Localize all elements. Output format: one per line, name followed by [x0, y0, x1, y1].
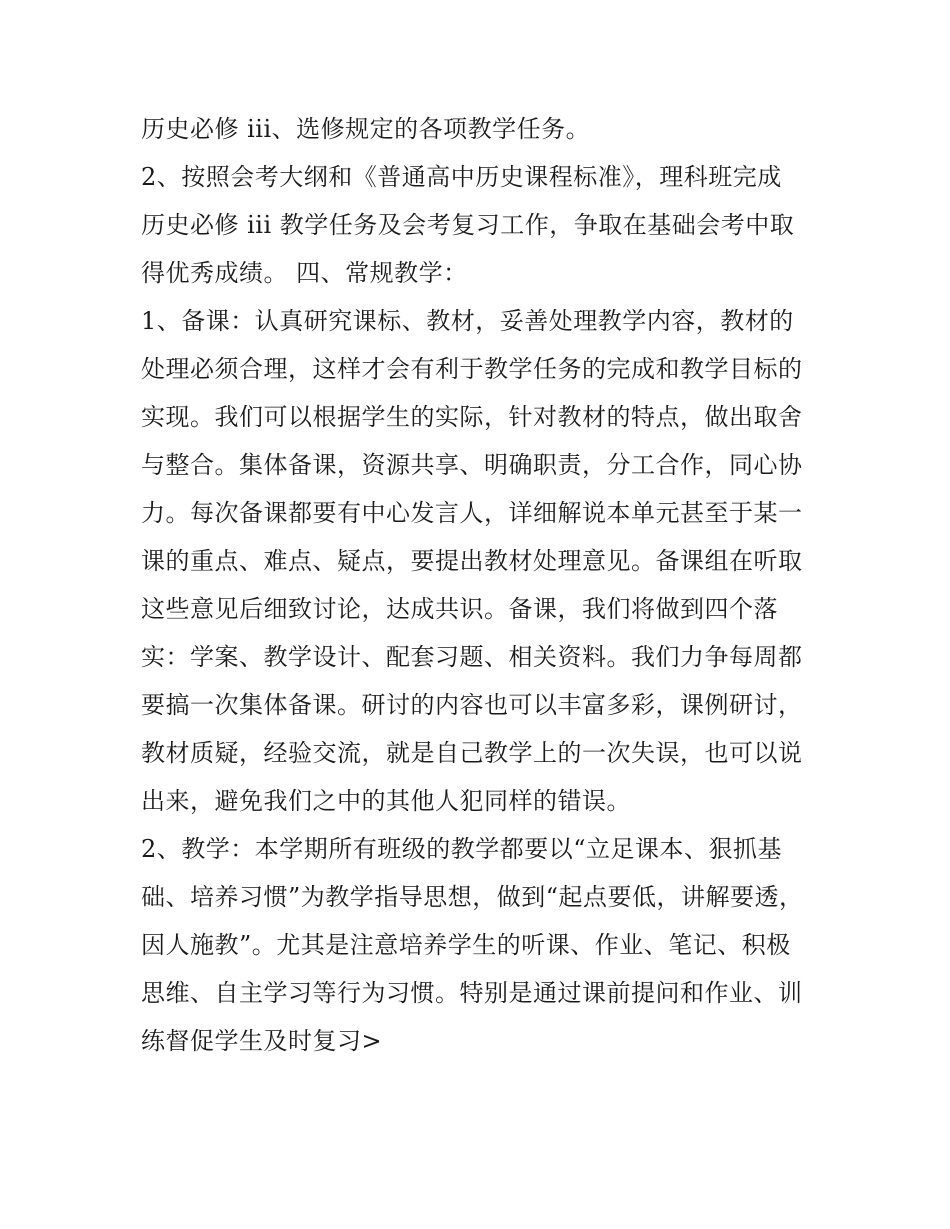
text-line: 练督促学生及时复习> — [141, 1027, 383, 1055]
text-line: 得优秀成绩。 四、常规教学： — [141, 259, 468, 287]
text-line: 教材质疑，经验交流，就是自己教学上的一次失误，也可以说 — [141, 739, 803, 767]
text-line: 2、教学：本学期所有班级的教学都要以“立足课本、狠抓基 — [141, 835, 783, 863]
text-line: 实现。我们可以根据学生的实际，针对教材的特点，做出取舍 — [141, 403, 803, 431]
text-line: 要搞一次集体备课。研讨的内容也可以丰富多彩，课例研讨， — [141, 691, 803, 719]
text-line: 1、备课：认真研究课标、教材，妥善处理教学内容，教材的 — [141, 307, 794, 335]
text-line: 思维、自主学习等行为习惯。特别是通过课前提问和作业、训 — [141, 979, 803, 1007]
text-line: 因人施教”。尤其是注意培养学生的听课、作业、笔记、积极 — [141, 931, 791, 959]
text-line: 这些意见后细致讨论，达成共识。备课，我们将做到四个落 — [141, 595, 778, 623]
text-line: 础、培养习惯”为教学指导思想，做到“起点要低，讲解要透， — [141, 883, 804, 911]
text-line: 历史必修 iii、选修规定的各项教学任务。 — [141, 115, 591, 143]
text-line: 课的重点、难点、疑点，要提出教材处理意见。备课组在听取 — [141, 547, 803, 575]
text-line: 与整合。集体备课，资源共享、明确职责，分工合作，同心协 — [141, 451, 803, 479]
document-body — [141, 105, 821, 1065]
text-line: 2、按照会考大纲和《普通高中历史课程标准》，理科班完成 — [141, 163, 782, 191]
text-line: 历史必修 iii 教学任务及会考复习工作，争取在基础会考中取 — [141, 211, 795, 239]
text-line: 出来，避免我们之中的其他人犯同样的错误。 — [141, 787, 631, 815]
text-line: 实：学案、教学设计、配套习题、相关资料。我们力争每周都 — [141, 643, 803, 671]
text-line: 力。每次备课都要有中心发言人，详细解说本单元甚至于某一 — [141, 499, 803, 527]
text-line: 处理必须合理，这样才会有利于教学任务的完成和教学目标的 — [141, 355, 803, 383]
